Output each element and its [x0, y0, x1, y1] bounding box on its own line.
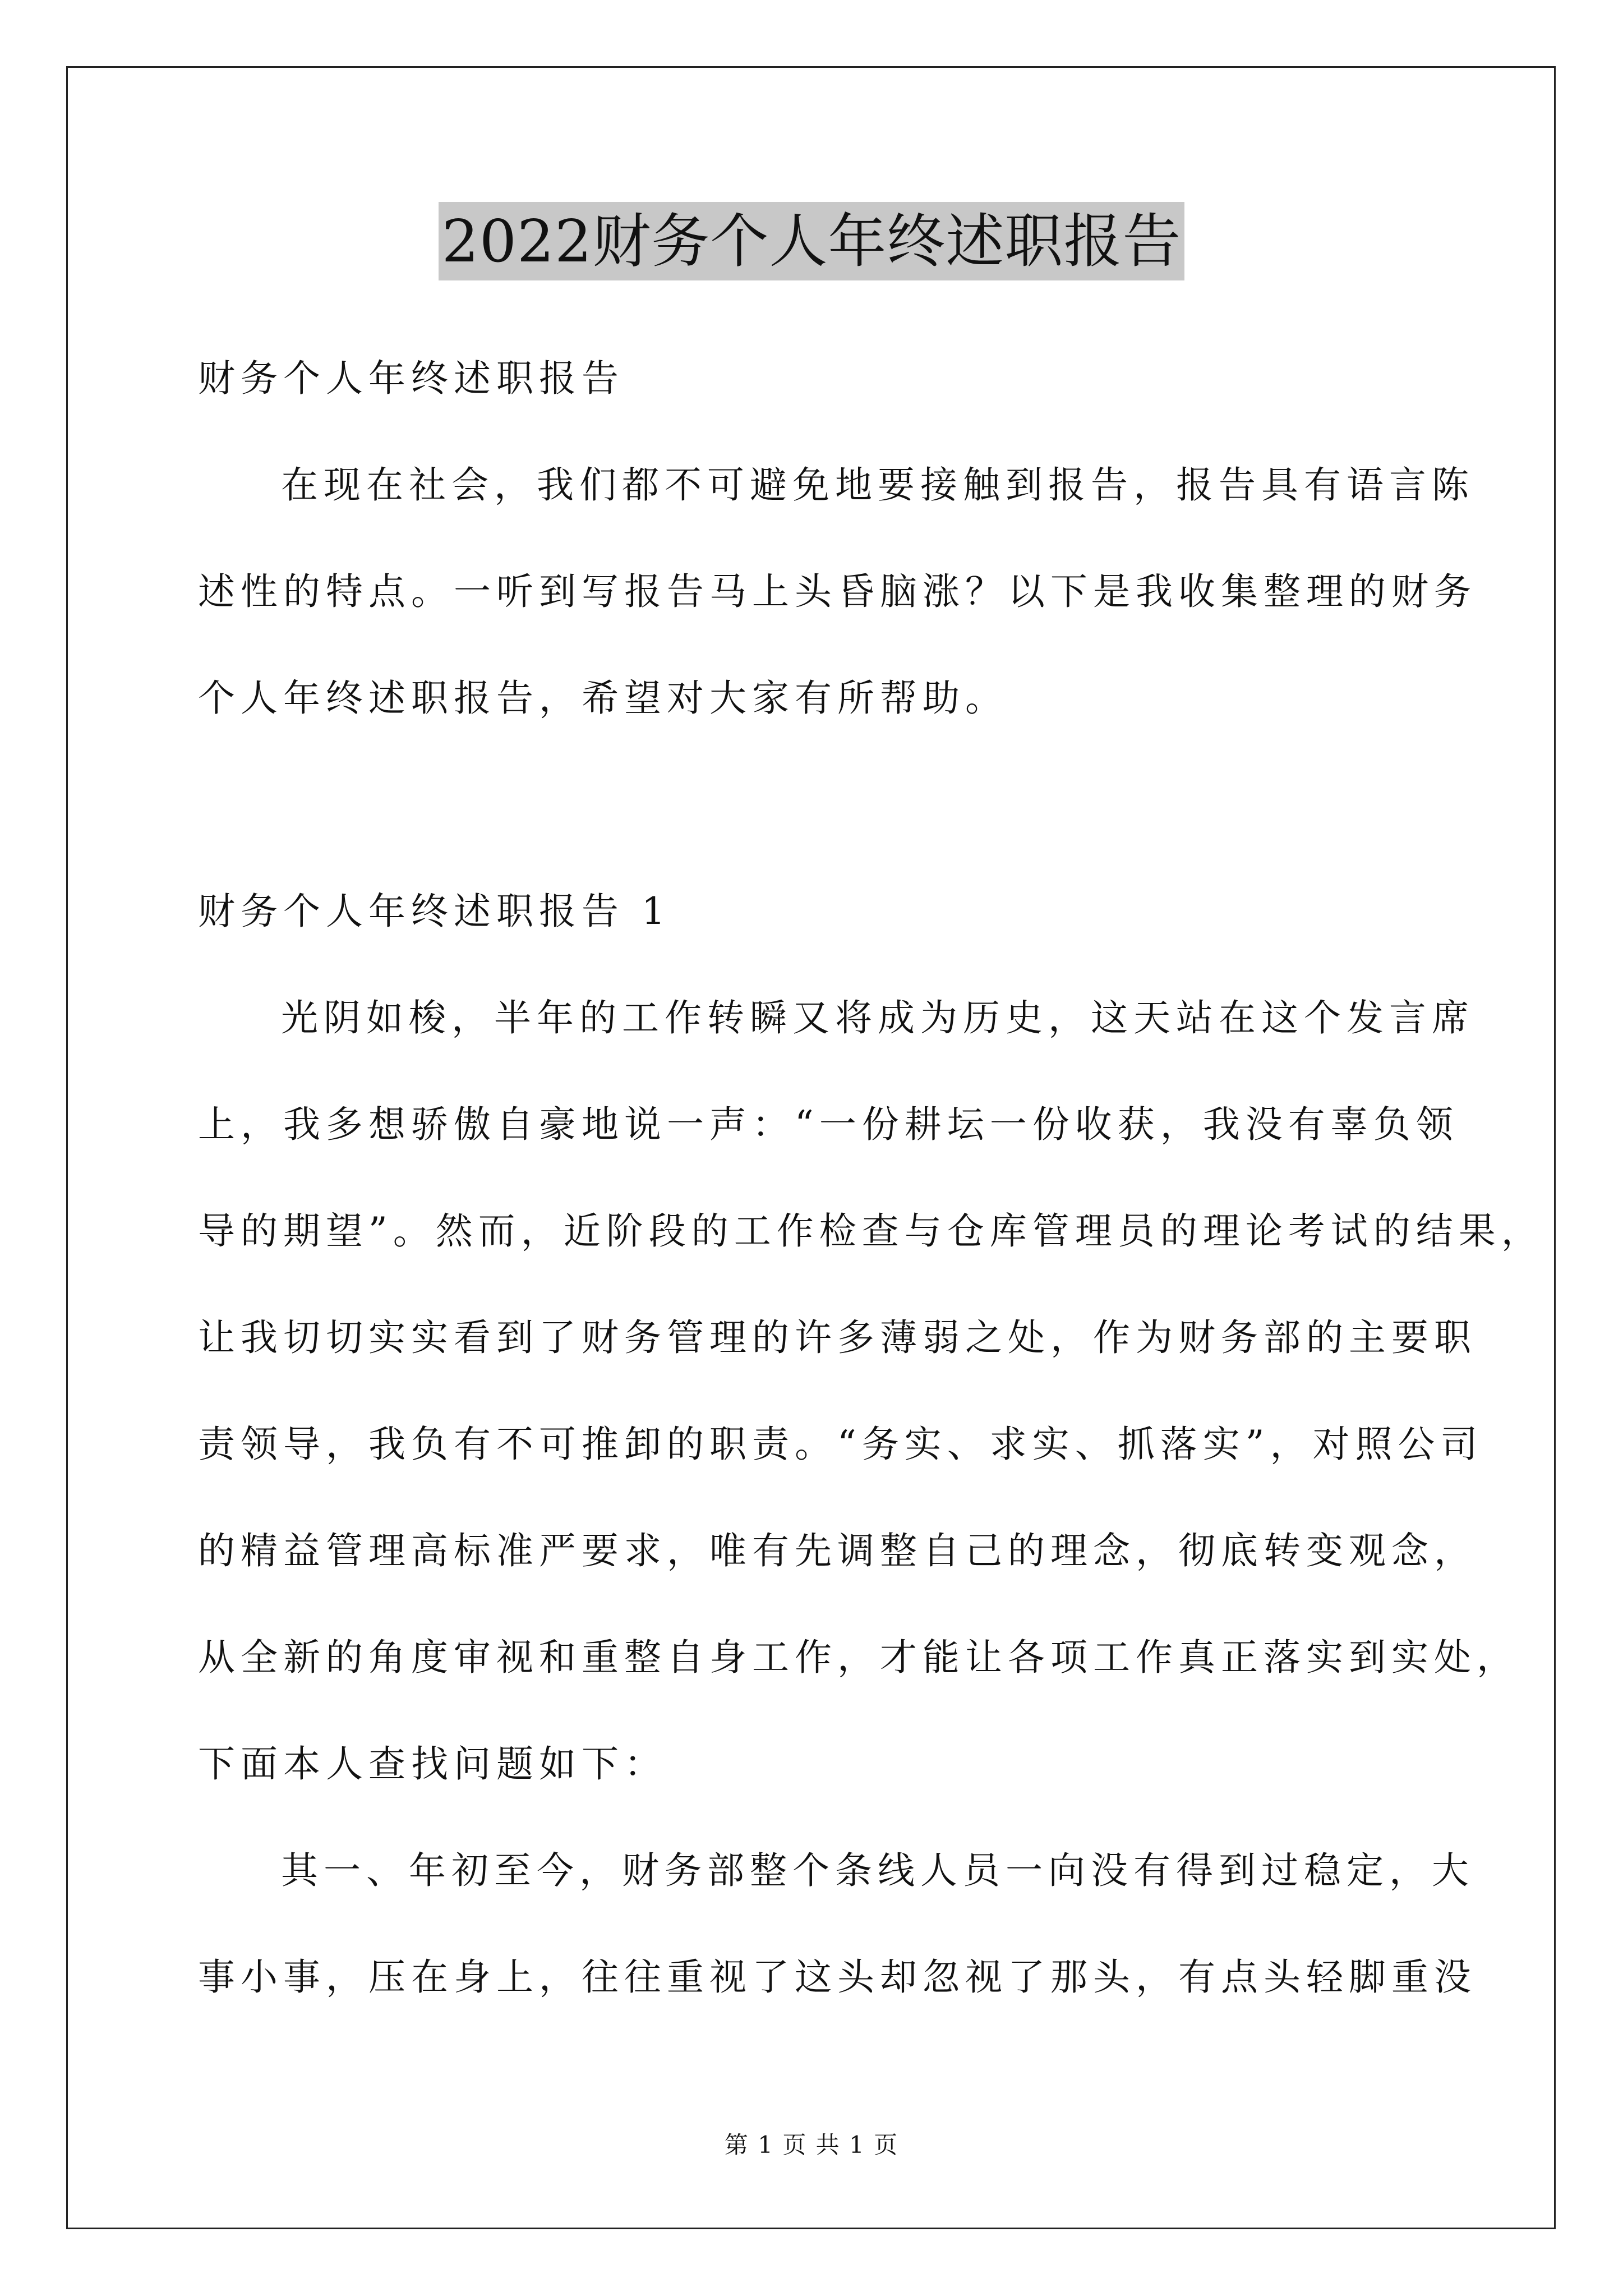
document-title: 2022财务个人年终述职报告 [439, 202, 1185, 280]
subtitle: 财务个人年终述职报告 [198, 357, 624, 400]
intro-line: 个人年终述职报告，希望对大家有所帮助。 [198, 677, 1008, 720]
page-footer: 第 1 页 共 1 页 [724, 2131, 899, 2159]
section-heading: 财务个人年终述职报告 1 [198, 890, 671, 933]
paragraph-line: 导的期望”。然而，近阶段的工作检查与仓库管理员的理论考试的结果， [198, 1209, 1544, 1253]
paragraph-line: 事小事，压在身上，往往重视了这头却忽视了那头，有点头轻脚重没 [198, 1955, 1477, 1999]
paragraph-line: 从全新的角度审视和重整自身工作，才能让各项工作真正落实到实处， [198, 1636, 1519, 1679]
intro-line: 在现在社会，我们都不可避免地要接触到报告，报告具有语言陈 [281, 463, 1474, 507]
intro-line: 述性的特点。一听到写报告马上头昏脑涨？以下是我收集整理的财务 [198, 570, 1477, 613]
paragraph-line: 光阴如梭，半年的工作转瞬又将成为历史，这天站在这个发言席 [281, 996, 1474, 1039]
paragraph-line: 下面本人查找问题如下： [198, 1742, 667, 1786]
paragraph-line: 让我切切实实看到了财务管理的许多薄弱之处，作为财务部的主要职 [198, 1316, 1477, 1359]
paragraph-line: 上，我多想骄傲自豪地说一声：“一份耕坛一份收获，我没有辜负领 [198, 1103, 1459, 1146]
paragraph-line: 其一、年初至今，财务部整个条线人员一向没有得到过稳定，大 [281, 1849, 1474, 1892]
paragraph-line: 责领导，我负有不可推卸的职责。“务实、求实、抓落实”，对照公司 [198, 1423, 1483, 1466]
title-container [0, 202, 1623, 280]
paragraph-line: 的精益管理高标准严要求，唯有先调整自己的理念，彻底转变观念， [198, 1529, 1477, 1572]
